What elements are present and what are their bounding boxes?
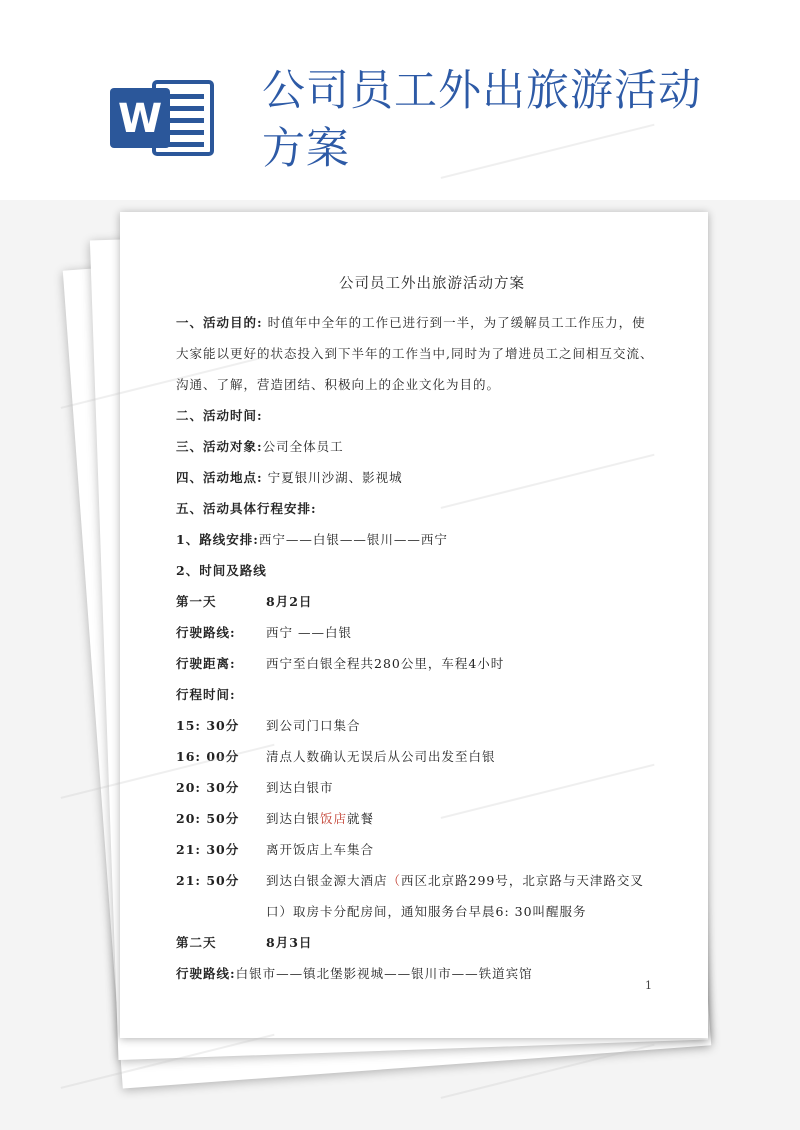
target-value: 公司全体员工 [262, 439, 344, 454]
page-number: 1 [645, 979, 652, 992]
schedule-row [176, 772, 676, 803]
schedule-time: 21: 30分 [176, 842, 240, 857]
schedule-event-highlight: （ [387, 873, 402, 888]
document-body [176, 272, 676, 989]
schedule-time: 20: 30分 [176, 780, 240, 795]
day2-date: 8月3日 [266, 935, 313, 950]
schedule-time: 16: 00分 [176, 749, 240, 764]
document-title: 公司员工外出旅游活动方案 [339, 276, 525, 292]
day2-route-label: 行驶路线: [176, 966, 236, 981]
route-value: 西宁——白银——银川——西宁 [258, 532, 448, 547]
header-title-line2: 方案 [262, 124, 350, 174]
schedule-event-post: 西区北京路299号，北京路与天津路交叉 [401, 873, 644, 888]
day1-line [176, 586, 676, 617]
time-label: 二、活动时间: [176, 408, 263, 423]
word-icon-letter: W [117, 96, 163, 142]
day1-route-label: 行驶路线: [176, 625, 236, 640]
day2-route-value: 白银市——镇北堡影视城——银川市——铁道宾馆 [235, 966, 533, 981]
purpose-line: 大家能以更好的状态投入到下半年的工作当中,同时为了增进员工之间相互交流、 [176, 346, 654, 361]
schedule-event-pre: 到达白银金源大酒店 [266, 873, 388, 888]
target-label: 三、活动对象: [176, 439, 263, 454]
header-title-line1: 公司员工外出旅游活动 [262, 66, 702, 116]
header-banner [0, 0, 800, 200]
target-line [176, 431, 676, 462]
route-label: 1、路线安排: [176, 532, 259, 547]
schedule-row [176, 710, 676, 741]
schedule-event-highlight: 饭店 [320, 811, 348, 826]
purpose-line [176, 307, 676, 338]
document-page [120, 212, 708, 1038]
purpose-text: 时值年中全年的工作已进行到一半，为了缓解员工工作压力，使 [267, 315, 646, 330]
itinerary-label: 行程时间: [176, 687, 236, 702]
schedule-event: 到达白银市 [266, 780, 334, 795]
place-value: 宁夏银川沙湖、影视城 [267, 470, 403, 485]
schedule-event: 到公司门口集合 [266, 718, 361, 733]
purpose-line: 沟通、了解，营造团结、积极向上的企业文化为目的。 [176, 377, 501, 392]
schedule-event-pre: 到达白银 [266, 811, 321, 826]
schedule-row [176, 741, 676, 772]
schedule-event-post: 就餐 [347, 811, 375, 826]
day1-route-line [176, 617, 676, 648]
word-icon [110, 78, 216, 158]
day2-route-line [176, 958, 676, 989]
day2-label: 第二天 [176, 935, 217, 950]
time-route-label: 2、时间及路线 [176, 563, 267, 578]
schedule-event: 清点人数确认无误后从公司出发至白银 [266, 749, 496, 764]
header-title [262, 62, 732, 178]
schedule-row-continued: 口）取房卡分配房间，通知服务台早晨6: 30叫醒服务 [266, 904, 587, 919]
day2-line [176, 927, 676, 958]
place-line [176, 462, 676, 493]
day1-distance-value: 西宁至白银全程共280公里，车程4小时 [266, 656, 505, 671]
place-label: 四、活动地点: [176, 470, 263, 485]
schedule-time: 21: 50分 [176, 873, 240, 888]
day1-distance-label: 行驶距离: [176, 656, 236, 671]
day1-distance-line [176, 648, 676, 679]
schedule-row [176, 865, 676, 896]
schedule-row [176, 803, 676, 834]
purpose-label: 一、活动目的: [176, 315, 263, 330]
day1-route-value: 西宁 ——白银 [266, 625, 352, 640]
schedule-time: 15: 30分 [176, 718, 240, 733]
schedule-row [176, 834, 676, 865]
schedule-event: 离开饭店上车集合 [266, 842, 375, 857]
schedule-label: 五、活动具体行程安排: [176, 501, 317, 516]
schedule-time: 20: 50分 [176, 811, 240, 826]
route-line [176, 524, 676, 555]
day1-label: 第一天 [176, 594, 217, 609]
day1-date: 8月2日 [266, 594, 313, 609]
